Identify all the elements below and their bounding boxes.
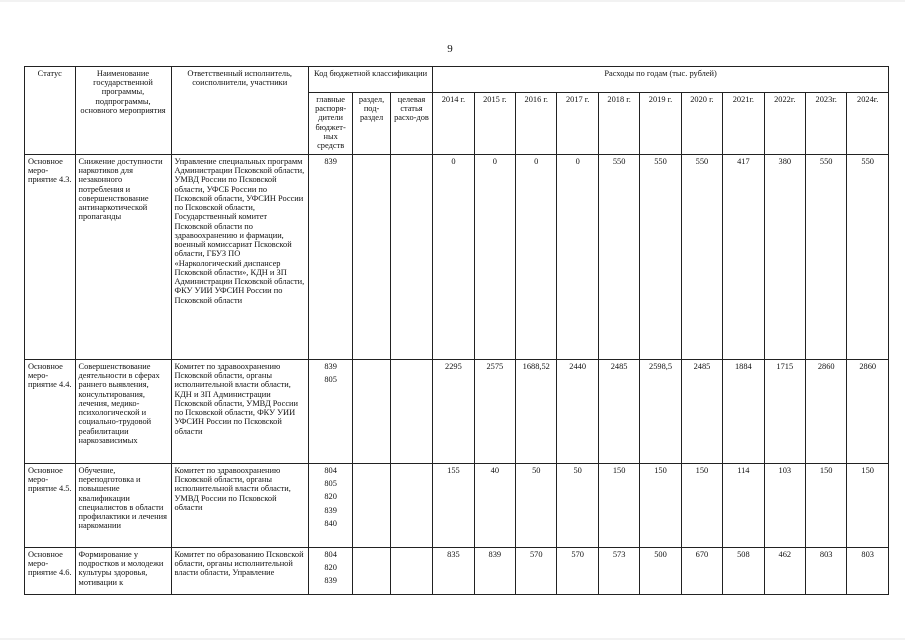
- header-code-main-manager: главные распоря-дители бюджет-ных средств: [308, 93, 352, 155]
- row-value: 570: [516, 548, 557, 595]
- row-target-article: [390, 464, 432, 548]
- row-codes: [308, 464, 352, 548]
- header-year: 2024г.: [847, 93, 889, 155]
- row-value: 2860: [806, 360, 847, 464]
- table-row: [25, 548, 889, 595]
- row-value: 670: [681, 548, 722, 595]
- budget-code: 805: [324, 375, 337, 385]
- row-value: 150: [847, 464, 889, 548]
- header-executor: Ответственный исполнитель, соисполнители, участники: [171, 67, 308, 155]
- row-value: 550: [598, 155, 639, 360]
- budget-code: 804: [324, 550, 337, 559]
- header-expenses: Расходы по годам (тыс. рублей): [433, 67, 889, 93]
- row-executor: Комитет по здравоохранению Псковской области, органы исполнительной власти области, УМВД России по Псковской области: [171, 464, 308, 548]
- row-value: 50: [516, 464, 557, 548]
- row-value: 1688,52: [516, 360, 557, 464]
- header-year: 2023г.: [806, 93, 847, 155]
- row-value: 0: [474, 155, 515, 360]
- budget-code: 840: [324, 518, 337, 528]
- header-year: 2021г.: [723, 93, 764, 155]
- row-value: 2440: [557, 360, 598, 464]
- row-value: 380: [764, 155, 805, 360]
- table-row: [25, 155, 889, 360]
- row-executor: Управление специальных программ Администрации Псковской области, УМВД России по Псковской области, УФСБ России по Псковской области, УФСИН России по Псковской области, Государственный комитет Псковской области по здравоохранению и фармации, военный комиссариат Псковской области, ГБУЗ ПО «Наркологический диспансер Псковской области», КДН и ЗП Администрации Псковской области, ФКУ УИИ УФСИН России по Псковской области: [171, 155, 308, 360]
- row-section: [353, 548, 390, 595]
- row-name: Формирование у подростков и молодежи культуры здоровья, мотивации к: [75, 548, 171, 595]
- row-value: 0: [516, 155, 557, 360]
- table-row: [25, 360, 889, 464]
- row-target-article: [390, 548, 432, 595]
- budget-table: [24, 66, 889, 595]
- row-name: Совершенствование деятельности в сферах раннего выявления, консультирования, лечения, медико-психологической и социально-трудовой реабилитации наркозависимых: [75, 360, 171, 464]
- row-codes: [308, 155, 352, 360]
- row-value: 2295: [433, 360, 474, 464]
- budget-code: 839: [324, 362, 337, 371]
- row-value: 550: [806, 155, 847, 360]
- header-year: 2014 г.: [433, 93, 474, 155]
- row-value: 803: [806, 548, 847, 595]
- table-row: [25, 464, 889, 548]
- row-value: 508: [723, 548, 764, 595]
- row-value: 155: [433, 464, 474, 548]
- row-value: 2860: [847, 360, 889, 464]
- budget-code: 839: [324, 505, 337, 515]
- row-target-article: [390, 360, 432, 464]
- row-status: Основное меро-приятие 4.3.: [25, 155, 76, 360]
- row-value: 550: [640, 155, 681, 360]
- row-value: 573: [598, 548, 639, 595]
- row-value: 150: [806, 464, 847, 548]
- row-status: Основное меро-приятие 4.4.: [25, 360, 76, 464]
- row-value: 839: [474, 548, 515, 595]
- header-code-section: раздел, под-раздел: [353, 93, 390, 155]
- header-year: 2015 г.: [474, 93, 515, 155]
- row-value: 417: [723, 155, 764, 360]
- row-target-article: [390, 155, 432, 360]
- budget-code: 804: [324, 466, 337, 475]
- row-value: 150: [681, 464, 722, 548]
- budget-code: 839: [324, 157, 337, 166]
- row-value: 150: [640, 464, 681, 548]
- page-number: 9: [447, 43, 453, 55]
- row-value: 462: [764, 548, 805, 595]
- row-name: Снижение доступности наркотиков для незаконного потребления и совершенствование антинаркотической пропаганды: [75, 155, 171, 360]
- row-value: 500: [640, 548, 681, 595]
- row-value: 2575: [474, 360, 515, 464]
- header-year: 2016 г.: [516, 93, 557, 155]
- row-value: 114: [723, 464, 764, 548]
- row-value: 550: [681, 155, 722, 360]
- budget-code: 820: [324, 563, 337, 573]
- row-section: [353, 464, 390, 548]
- header-year: 2019 г.: [640, 93, 681, 155]
- row-value: 550: [847, 155, 889, 360]
- row-executor: Комитет по образованию Псковской области, органы исполнительной власти области, Управление: [171, 548, 308, 595]
- row-value: 50: [557, 464, 598, 548]
- budget-code: 839: [324, 576, 337, 586]
- row-value: 570: [557, 548, 598, 595]
- row-value: 0: [433, 155, 474, 360]
- row-value: 103: [764, 464, 805, 548]
- header-name: Наименование государственной программы, подпрограммы, основного мероприятия: [75, 67, 171, 155]
- row-value: 2598,5: [640, 360, 681, 464]
- header-budget-code: Код бюджетной классификации: [308, 67, 432, 93]
- row-status: Основное меро-приятие 4.6.: [25, 548, 76, 595]
- row-section: [353, 155, 390, 360]
- row-value: 2485: [598, 360, 639, 464]
- row-status: Основное меро-приятие 4.5.: [25, 464, 76, 548]
- row-value: 1715: [764, 360, 805, 464]
- header-year: 2017 г.: [557, 93, 598, 155]
- row-value: 1884: [723, 360, 764, 464]
- header-year: 2020 г.: [681, 93, 722, 155]
- row-executor: Комитет по здравоохранению Псковской области, органы исполнительной власти области, КДН и ЗП Администрации Псковской области, УМВД России по Псковской области, ФКУ УИИ УФСИН России по Псковской области: [171, 360, 308, 464]
- budget-code: 820: [324, 492, 337, 502]
- row-value: 2485: [681, 360, 722, 464]
- row-name: Обучение, переподготовка и повышение квалификации специалистов в области профилактики и лечения наркомании: [75, 464, 171, 548]
- row-codes: [308, 548, 352, 595]
- row-value: 150: [598, 464, 639, 548]
- header-status: Статус: [25, 67, 76, 155]
- header-year: 2022г.: [764, 93, 805, 155]
- header-code-target-article: целевая статья расхо-дов: [390, 93, 432, 155]
- row-value: 0: [557, 155, 598, 360]
- row-codes: [308, 360, 352, 464]
- header-year: 2018 г.: [598, 93, 639, 155]
- row-value: 835: [433, 548, 474, 595]
- row-section: [353, 360, 390, 464]
- row-value: 40: [474, 464, 515, 548]
- budget-code: 805: [324, 479, 337, 489]
- scan-top-edge: [0, 0, 905, 2]
- row-value: 803: [847, 548, 889, 595]
